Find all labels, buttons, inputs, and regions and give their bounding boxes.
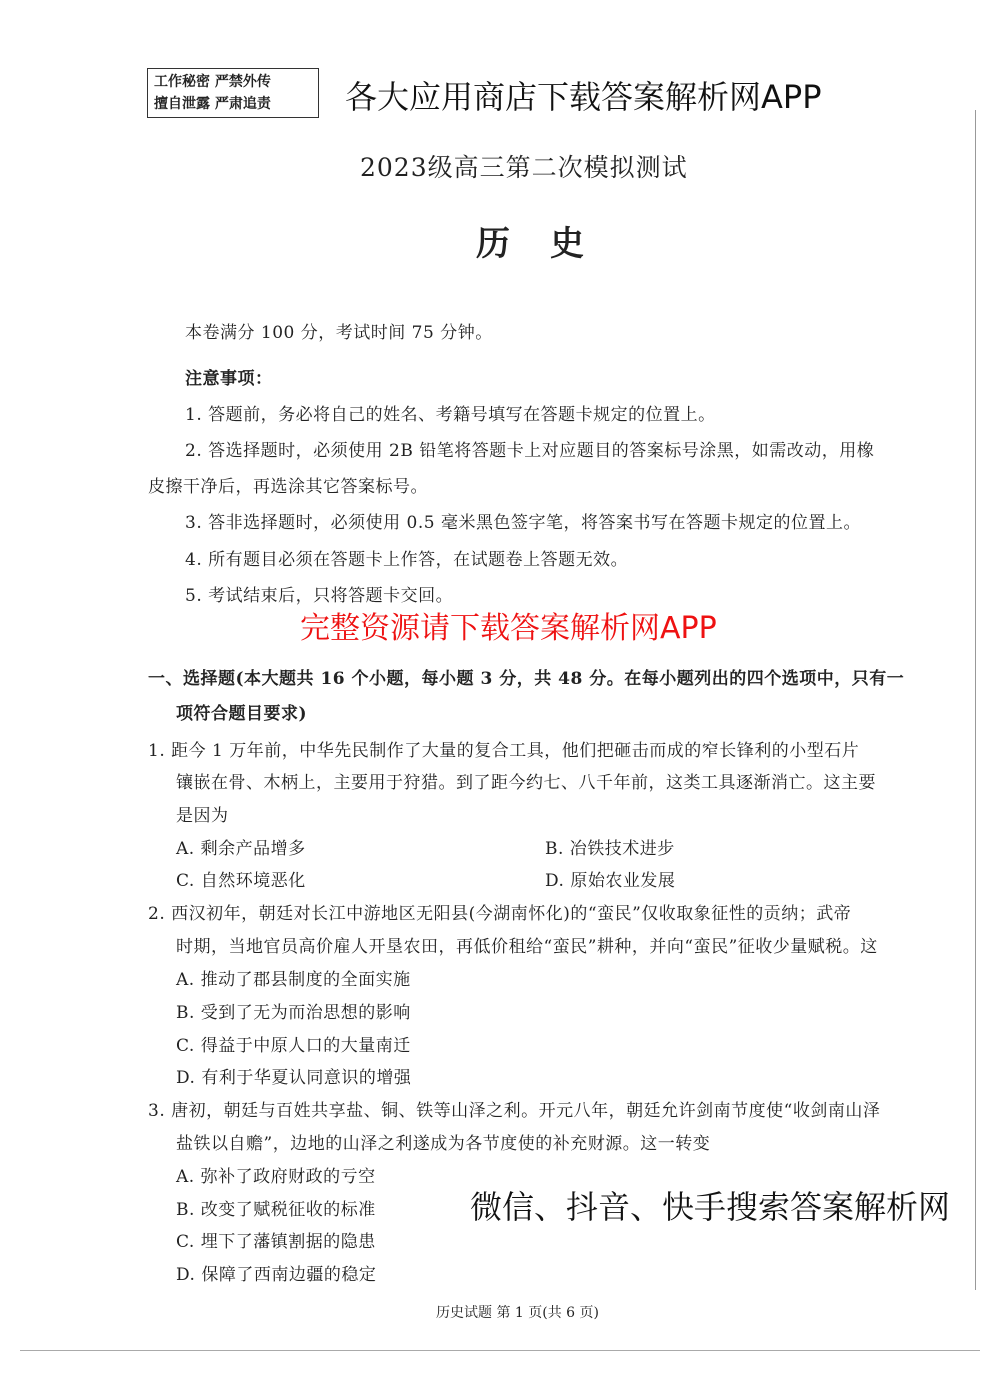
option-d: D. 保障了西南边疆的稳定 [176, 1265, 377, 1285]
scan-edge [20, 1350, 980, 1351]
option-b: B. 改变了赋税征收的标准 [176, 1200, 376, 1220]
stamp-line: 工作秘密 严禁外传 [154, 74, 271, 90]
question-1: 是因为 [176, 806, 229, 826]
section-heading: 一、选择题(本大题共 16 个小题，每小题 3 分，共 48 分。在每小题列出的四个选项中，只有一 [148, 669, 905, 689]
notice-item: 4. 所有题目必须在答题卡上作答，在试题卷上答题无效。 [185, 550, 629, 570]
option-d: D. 原始农业发展 [545, 871, 676, 891]
exam-title: 2023级高三第二次模拟测试 [360, 153, 688, 182]
watermark: 各大应用商店下载答案解析网APP [345, 78, 822, 116]
question-1: 镶嵌在骨、木柄上，主要用于狩猎。到了距今约七、八千年前，这类工具逐渐消亡。这主要 [176, 773, 876, 793]
notice-item: 1. 答题前，务必将自己的姓名、考籍号填写在答题卡规定的位置上。 [185, 405, 716, 425]
scan-edge [975, 110, 976, 1290]
option-b: B. 冶铁技术进步 [545, 839, 675, 859]
question-1: 1. 距今 1 万年前，中华先民制作了大量的复合工具，他们把砸击而成的窄长锋利的小型石片 [148, 741, 860, 761]
question-3: 盐铁以自赡”，边地的山泽之利遂成为各节度使的补充财源。这一转变 [176, 1134, 711, 1154]
intro: 本卷满分 100 分，考试时间 75 分钟。 [185, 323, 493, 343]
option-c: C. 自然环境恶化 [176, 871, 306, 891]
page-footer: 历史试题 第 1 页(共 6 页) [436, 1305, 599, 1321]
notice-item: 5. 考试结束后，只将答题卡交回。 [185, 586, 454, 606]
option-d: D. 有利于华夏认同意识的增强 [176, 1068, 412, 1088]
subject-title: 历史 [476, 224, 624, 264]
option-a: A. 推动了郡县制度的全面实施 [176, 970, 411, 990]
notice-item: 3. 答非选择题时，必须使用 0.5 毫米黑色签字笔，将答案书写在答题卡规定的位置上。 [185, 513, 861, 533]
question-2: 2. 西汉初年，朝廷对长江中游地区无阳县(今湖南怀化)的“蛮民”仅收取象征性的贡纳；武帝 [148, 904, 852, 924]
question-3: 3. 唐初，朝廷与百姓共享盐、铜、铁等山泽之利。开元八年，朝廷允许剑南节度使“收剑南山泽 [148, 1101, 881, 1121]
notice-item: 皮擦干净后，再选涂其它答案标号。 [148, 477, 428, 497]
notice-item: 2. 答选择题时，必须使用 2B 铅笔将答题卡上对应题目的答案标号涂黑，如需改动，用橡 [185, 441, 875, 461]
watermark: 完整资源请下载答案解析网APP [300, 611, 717, 646]
question-2: 时期，当地官员高价雇人开垦农田，再低价租给“蛮民”耕种，并向“蛮民”征收少量赋税。这 [176, 937, 878, 957]
notice-heading: 注意事项： [185, 369, 273, 389]
section-heading: 项符合题目要求) [176, 704, 308, 724]
stamp-line: 擅自泄露 严肃追责 [154, 96, 271, 112]
option-a: A. 剩余产品增多 [176, 839, 306, 859]
option-c: C. 埋下了藩镇割据的隐患 [176, 1232, 376, 1252]
option-c: C. 得益于中原人口的大量南迁 [176, 1036, 411, 1056]
watermark: 微信、抖音、快手搜索答案解析网 [470, 1188, 951, 1226]
confidential-stamp [147, 68, 319, 118]
option-a: A. 弥补了政府财政的亏空 [176, 1167, 376, 1187]
option-b: B. 受到了无为而治思想的影响 [176, 1003, 411, 1023]
